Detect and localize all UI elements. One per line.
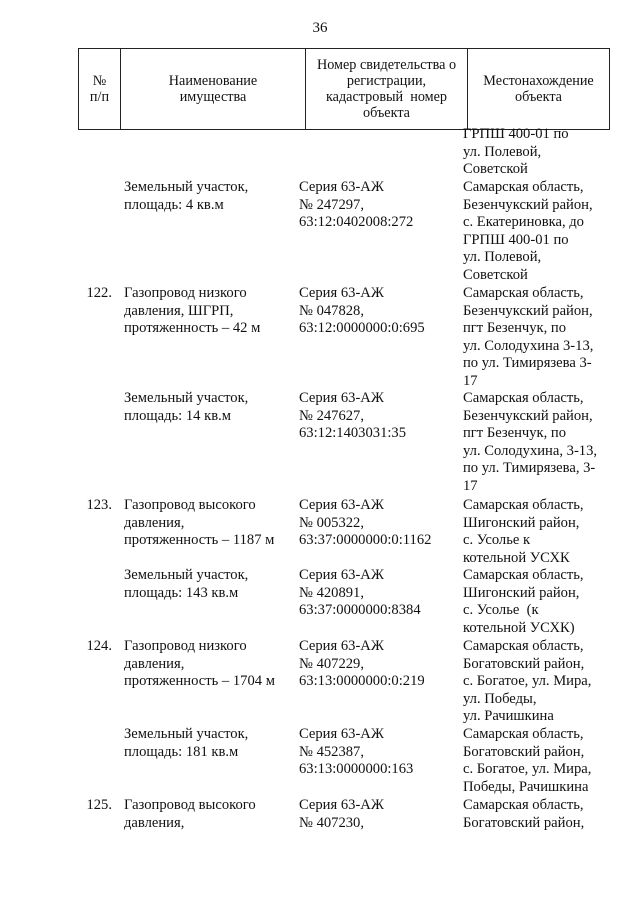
row-certificate: Серия 63-АЖ № 452387, 63:13:0000000:163 [299, 726, 414, 777]
row-name: Газопровод низкого давления, протяженность – 1704 м [124, 638, 275, 689]
header-number-column [79, 49, 121, 130]
row-name: Земельный участок, площадь: 14 кв.м [124, 390, 249, 424]
row-location: Самарская область, Безенчукский район, пгт Безенчук, по ул. Солодухина 3-13, по ул. Тимирязева 3- 17 [463, 285, 594, 389]
row-name: Земельный участок, площадь: 143 кв.м [124, 567, 249, 601]
row-name: Газопровод высокого давления, протяженность – 1187 м [124, 497, 275, 548]
row-location: Самарская область, Шигонский район, с. Усолье к котельной УСХК [463, 497, 584, 566]
row-name: Газопровод высокого давления, [124, 797, 256, 831]
row-number: 123. [86, 497, 112, 513]
header-name-column [121, 49, 306, 130]
row-certificate: Серия 63-АЖ № 047828, 63:12:0000000:0:695 [299, 285, 425, 336]
row-location: Самарская область, Богатовский район, с. Богатое, ул. Мира, Победы, Рачишкина [463, 726, 592, 795]
row-location: Самарская область, Безенчукский район, с. Екатериновка, до ГРПШ 400-01 по ул. Полевой, Советской [463, 179, 593, 283]
header-certificate-label: Номер свидетельства о регистрации, кадастровый номер объекта [316, 57, 457, 121]
row-certificate: Серия 63-АЖ № 247627, 63:12:1403031:35 [299, 390, 407, 441]
row-name: Газопровод низкого давления, ШГРП, протяженность – 42 м [124, 285, 261, 336]
row-location: ГРПШ 400-01 по ул. Полевой, Советской [463, 126, 569, 177]
row-location: Самарская область, Богатовский район, [463, 797, 585, 831]
row-location: Самарская область, Безенчукский район, пгт Безенчук, по ул. Солодухина, 3-13, по ул. Тимирязева, 3- 17 [463, 390, 598, 494]
row-name: Земельный участок, площадь: 181 кв.м [124, 726, 249, 760]
header-number-label: № п/п [89, 73, 110, 105]
row-number: 124. [86, 638, 112, 654]
row-name: Земельный участок, площадь: 4 кв.м [124, 179, 249, 213]
row-number: 125. [86, 797, 112, 813]
row-certificate: Серия 63-АЖ № 247297, 63:12:0402008:272 [299, 179, 414, 230]
row-location: Самарская область, Богатовский район, с. Богатое, ул. Мира, ул. Победы, ул. Рачишкина [463, 638, 592, 724]
row-certificate: Серия 63-АЖ № 407229, 63:13:0000000:0:219 [299, 638, 425, 689]
header-name-label: Наименование имущества [168, 73, 258, 105]
header-location-column [468, 49, 610, 130]
row-certificate: Серия 63-АЖ № 005322, 63:37:0000000:0:1162 [299, 497, 432, 548]
table-header [78, 48, 610, 130]
header-certificate-column [306, 49, 468, 130]
row-location: Самарская область, Шигонский район, с. Усолье (к котельной УСХК) [463, 567, 584, 636]
row-number: 122. [86, 285, 112, 301]
row-certificate: Серия 63-АЖ № 420891, 63:37:0000000:8384 [299, 567, 421, 618]
row-certificate: Серия 63-АЖ № 407230, [299, 797, 384, 831]
header-location-label: Местонахождение объекта [483, 73, 594, 105]
page-number: 36 [312, 20, 328, 36]
